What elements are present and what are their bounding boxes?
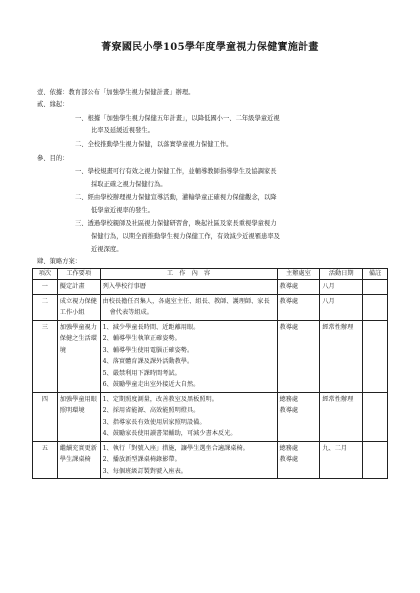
unit-line: 教導處	[279, 283, 299, 290]
content-line: 2、輔導學生執筆正確姿勢。	[102, 335, 181, 342]
row-note	[363, 294, 388, 320]
row-date: 經常性辦理	[320, 392, 363, 441]
content-line: 3、指導家長有效使用居家照明設備。	[102, 418, 206, 426]
table-row	[33, 294, 388, 320]
header-no: 項次	[33, 269, 58, 280]
row-unit	[277, 441, 320, 479]
header-unit: 主辦處室	[277, 269, 320, 280]
content-line: 3、每個班級訂製對號入座表。	[102, 467, 187, 475]
content-line: 4、鼓勵家長使用讀書架輔助，可減少書本反光。	[102, 430, 237, 437]
header-date: 活動日期	[320, 269, 363, 280]
header-note: 備註	[363, 269, 388, 280]
table-row	[33, 441, 388, 479]
row-content	[100, 441, 277, 479]
basis-line: 壹、依據：教育部公布「加強學生視力保健計畫」辦理。	[37, 89, 195, 96]
content-line: 6、鼓勵學童走出室外接近大自然。	[102, 381, 200, 388]
table-row	[33, 392, 388, 441]
origin-heading: 貳、緣起：	[37, 101, 69, 108]
unit-line: 教導處	[279, 323, 299, 331]
strategy-heading: 肆、策略方案：	[37, 258, 82, 265]
row-note	[363, 280, 388, 295]
goal-item-1-cont: 採取正確之視力保健行為。	[91, 181, 167, 188]
row-unit	[277, 320, 320, 392]
content-line: 1、減少學童長時間、近距離用眼。	[102, 323, 200, 331]
row-content	[100, 392, 277, 441]
unit-line: 總務處	[279, 444, 299, 452]
row-work-item: 擬定計畫	[57, 280, 100, 295]
row-work-item: 加強學童視力保健之生活環境	[57, 320, 100, 392]
origin-item-1: 一、根據「加強學生視力保健五年計畫」，以降低國小一、二年級學童近視	[75, 115, 280, 122]
row-content	[100, 280, 277, 295]
content-line: 1、執行「對號入座」措施，讓學生選坐合適課桌椅。	[102, 444, 249, 452]
row-note	[363, 441, 388, 479]
row-unit	[277, 392, 320, 441]
row-date: 八月	[320, 294, 363, 320]
row-date: 九、二月	[320, 441, 363, 479]
row-number: 四	[33, 392, 58, 441]
row-unit	[277, 294, 320, 320]
table-row	[33, 280, 388, 295]
document-title: 菁寮國民小學105學年度學童視力保健實施計畫	[101, 42, 319, 53]
row-work-item: 繼續充實更新學生課桌椅	[57, 441, 100, 479]
goal-item-3-cont2: 近視深度。	[91, 246, 123, 253]
table-row	[33, 320, 388, 392]
row-unit	[277, 280, 320, 295]
goal-item-2: 二、經由學校辦理視力保健宣導活動，灌輸學童正確視力保健觀念，以降	[75, 194, 277, 201]
unit-line: 總務處	[279, 395, 299, 403]
row-date: 八月	[320, 280, 363, 295]
table-header-row	[33, 269, 388, 280]
row-number: 三	[33, 320, 58, 392]
goal-item-1: 一、學校規畫可行有效之視力保健工作，並輔導教師指導學生及協調家長	[75, 168, 277, 175]
content-line: 4、落實體育課及課外活動教學。	[102, 358, 194, 365]
origin-item-2: 二、全校推動學生視力保健，以落實學童視力保健工作。	[75, 141, 233, 148]
origin-item-1-cont: 比率及延緩近視發生。	[91, 127, 154, 134]
goal-item-3-cont: 保健行為，以期全面推動學生視力保健工作，有效減少近視罹患率及	[91, 233, 280, 240]
row-number: 二	[33, 294, 58, 320]
header-item: 工作要項	[57, 269, 100, 280]
strategy-table	[32, 268, 388, 479]
row-date: 經常性辦理	[320, 320, 363, 392]
row-note	[363, 320, 388, 392]
row-number: 一	[33, 280, 58, 295]
unit-line: 教導處	[279, 456, 299, 463]
content-line: 由校長擔任召集人，各處室主任、組長、教師、護理師、家長會代表等組成。	[102, 297, 270, 316]
goal-item-2-cont: 低學童近視率的發生。	[91, 207, 154, 214]
goal-heading: 參、目的：	[37, 155, 69, 162]
header-content: 工 作 內 容	[100, 269, 277, 280]
content-line: 3、輔導學生使用電腦正確姿勢。	[102, 346, 194, 354]
content-line: 列入學校行事曆	[102, 283, 146, 290]
goal-item-3: 三、透過學校親師及社區視力保健研習會，喚起社區及家長重視學童視力	[75, 220, 277, 227]
content-line: 1、定期照度測量，改善教室及黑板照明。	[102, 395, 218, 403]
row-note	[363, 392, 388, 441]
row-content	[100, 320, 277, 392]
content-line: 2、播放新型課桌椅錄影帶。	[102, 456, 181, 463]
unit-line: 教導處	[279, 297, 299, 305]
content-line: 5、嚴禁利用下課時間考試。	[102, 369, 181, 377]
row-work-item: 成立視力保健工作小組	[57, 294, 100, 320]
row-number: 五	[33, 441, 58, 479]
row-work-item: 加強學童用眼照明環境	[57, 392, 100, 441]
row-content	[100, 294, 277, 320]
content-line: 2、採用省能源、高效能照明燈具。	[102, 407, 200, 414]
unit-line: 教導處	[279, 407, 299, 414]
